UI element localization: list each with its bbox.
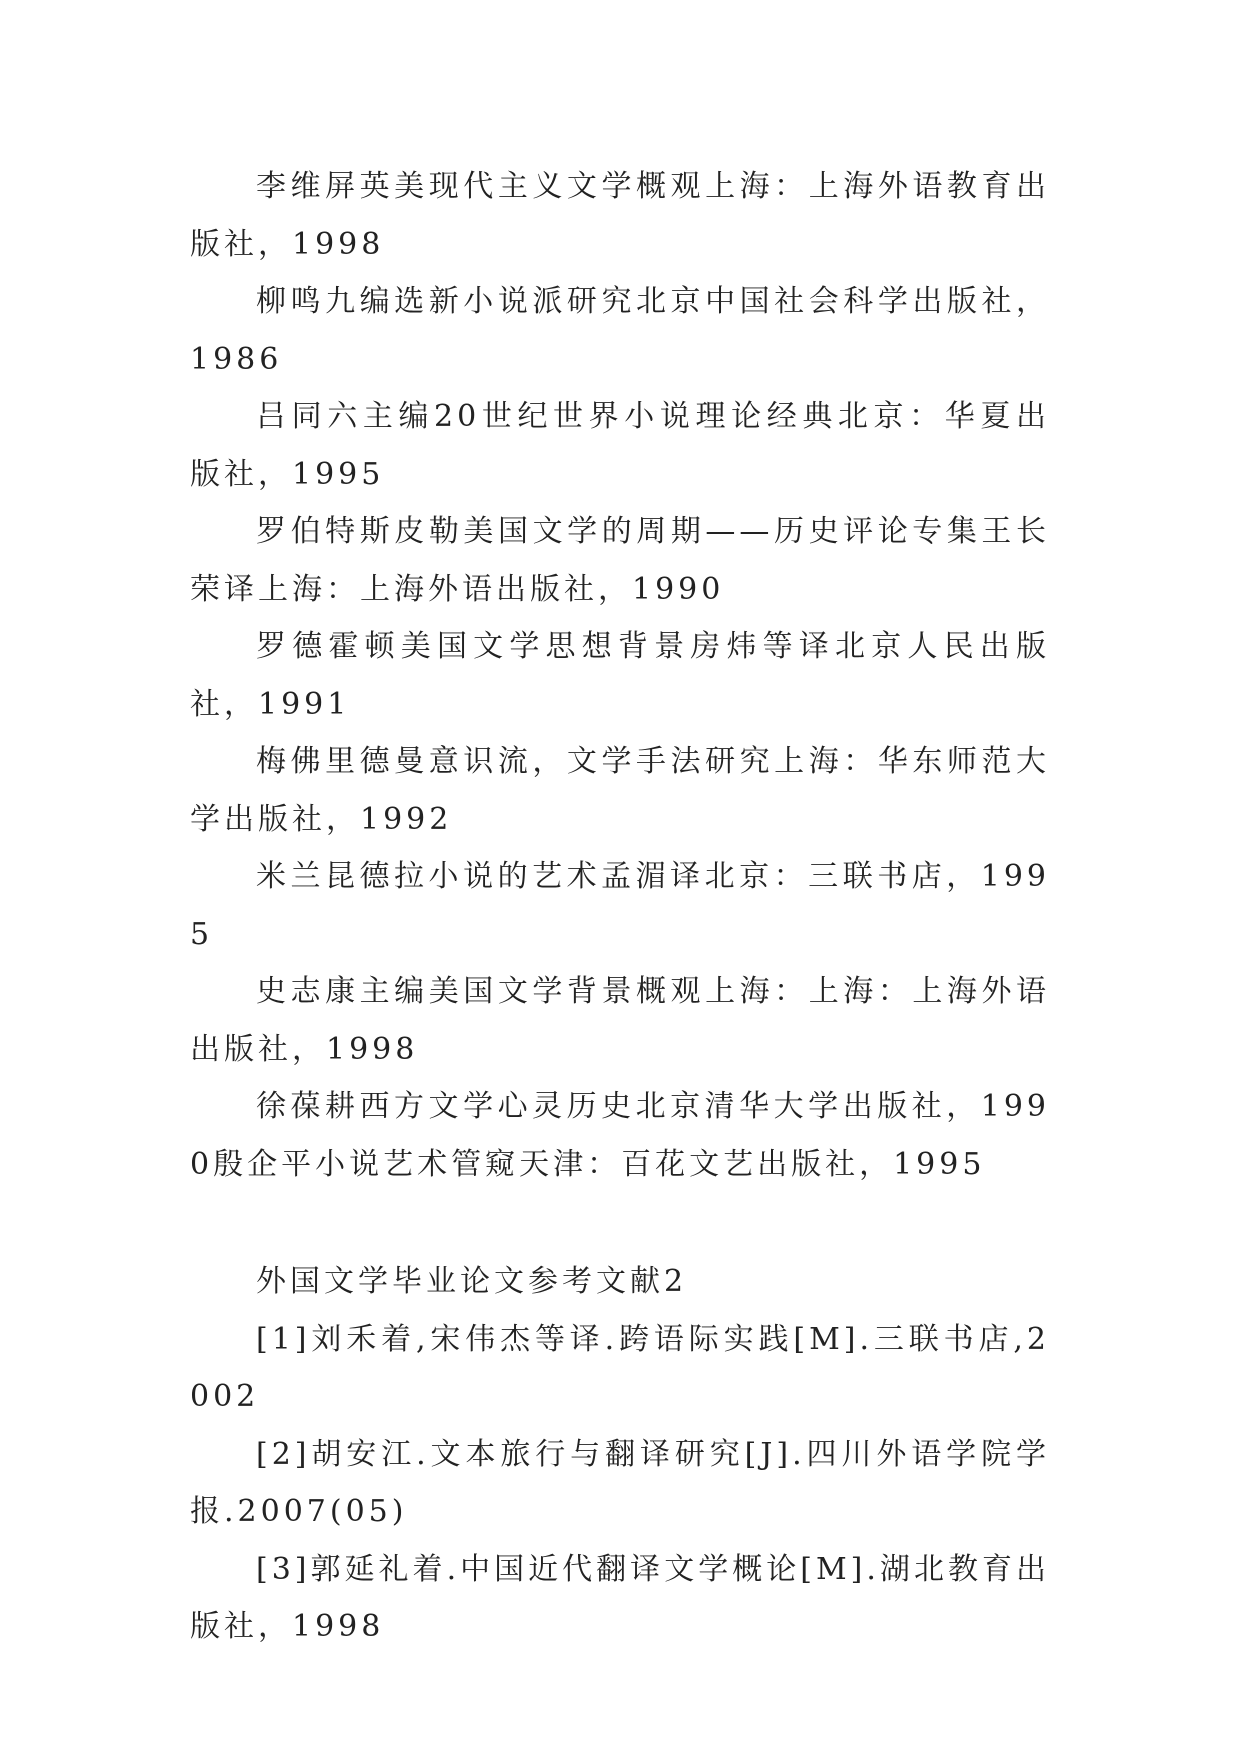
section-title: 外国文学毕业论文参考文献2: [256, 1264, 688, 1299]
reference-entry: 柳鸣九编选新小说派研究北京中国社会科学出版社，1986: [190, 284, 1050, 377]
document-body: [190, 158, 1050, 1656]
reference-entry: 罗德霍顿美国文学思想背景房炜等译北京人民出版社，1991: [190, 629, 1050, 722]
reference-entry: [2]胡安江.文本旅行与翻译研究[J].四川外语学院学报.2007(05): [190, 1436, 1050, 1529]
reference-entry: [3]郭延礼着.中国近代翻译文学概论[M].湖北教育出版社，1998: [190, 1551, 1050, 1644]
reference-entry: 梅佛里德曼意识流，文学手法研究上海：华东师范大学出版社，1992: [190, 744, 1050, 837]
reference-entry: 罗伯特斯皮勒美国文学的周期——历史评论专集王长荣译上海：上海外语出版社，1990: [190, 514, 1050, 607]
section-gap: [190, 1193, 1050, 1253]
reference-entry: 米兰昆德拉小说的艺术孟湄译北京：三联书店，1995: [190, 859, 1050, 952]
reference-entry: [1]刘禾着,宋伟杰等译.跨语际实践[M].三联书店,2002: [190, 1321, 1050, 1414]
reference-entry: 吕同六主编20世纪世界小说理论经典北京：华夏出版社，1995: [190, 399, 1050, 492]
reference-entry: 李维屏英美现代主义文学概观上海：上海外语教育出版社，1998: [190, 169, 1050, 262]
reference-entry: 徐葆耕西方文学心灵历史北京清华大学出版社，1990殷企平小说艺术管窥天津：百花文艺出版社，1995: [190, 1089, 1050, 1182]
reference-entry: 史志康主编美国文学背景概观上海：上海：上海外语出版社，1998: [190, 974, 1050, 1067]
